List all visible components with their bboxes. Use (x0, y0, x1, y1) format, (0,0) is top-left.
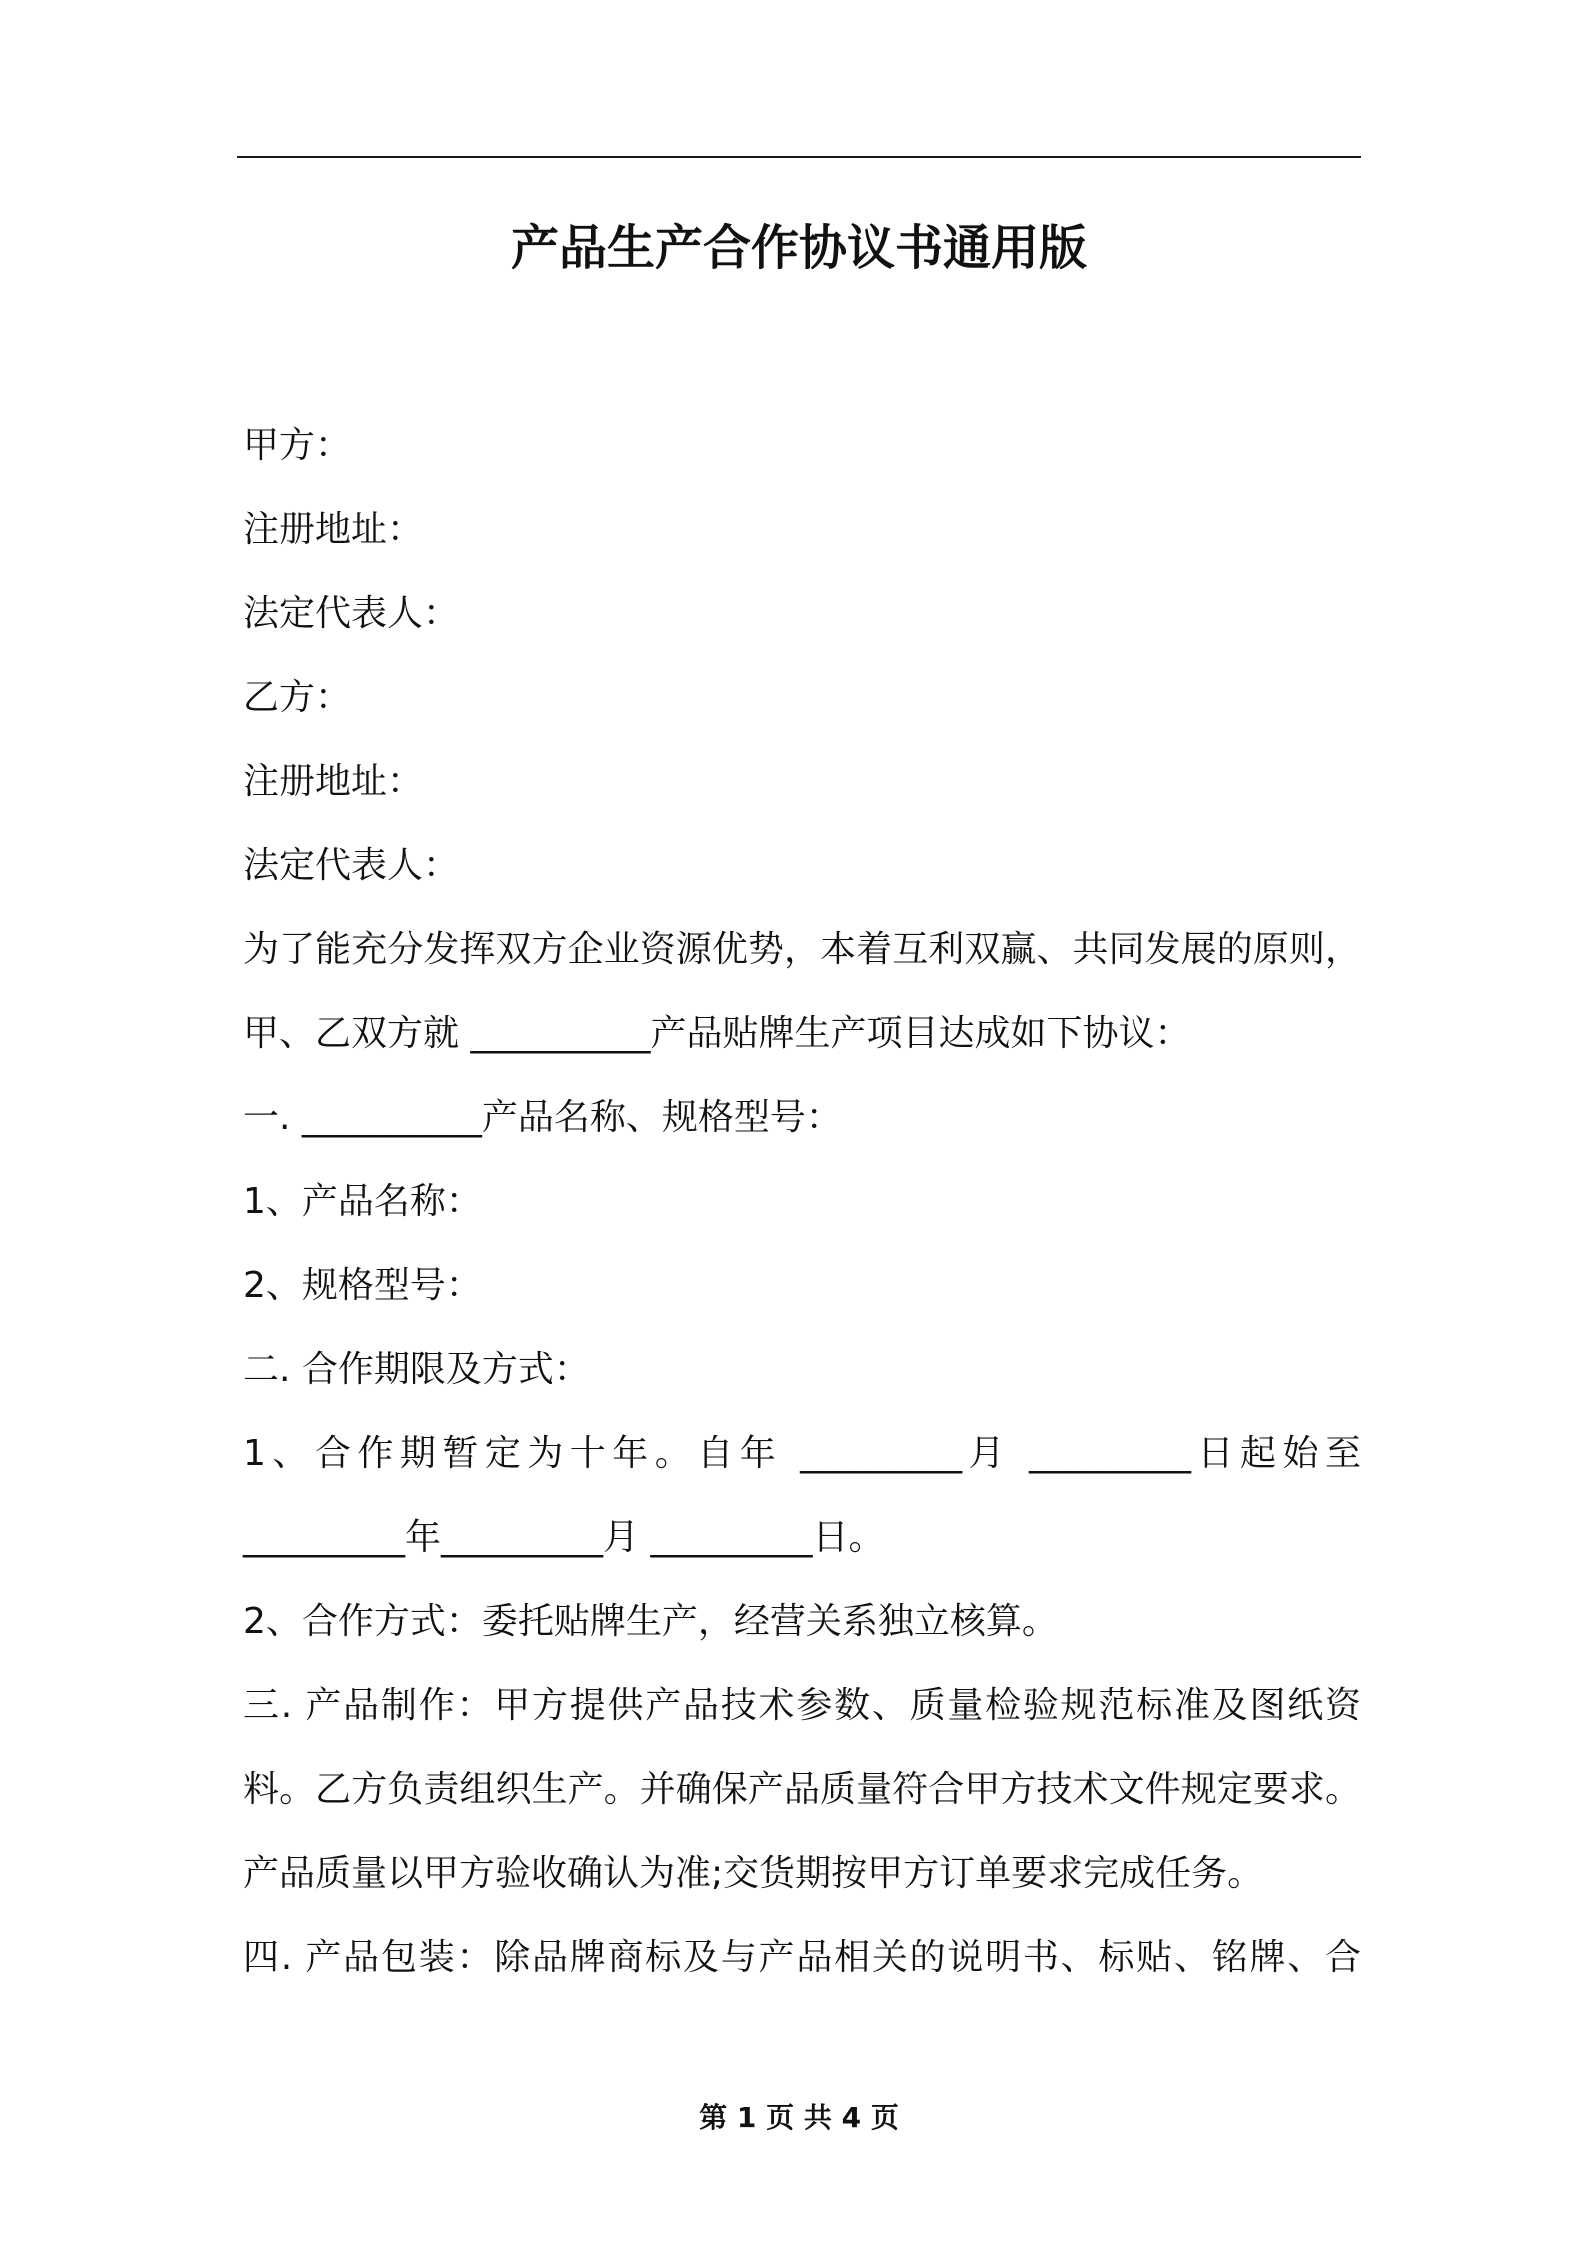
section-3-line-1: 三. 产品制作：甲方提供产品技术参数、质量检验规范标准及图纸资 (243, 1685, 1361, 1726)
spec-model-item: 2、规格型号： (243, 1265, 482, 1306)
document-body (243, 404, 1361, 2000)
section-2-heading: 二. 合作期限及方式： (243, 1349, 590, 1390)
party-b-address: 注册地址： (243, 761, 424, 802)
party-b-representative: 法定代表人： (243, 845, 460, 886)
party-b-label: 乙方： (243, 677, 352, 718)
section-3-line-2: 料。乙方负责组织生产。并确保产品质量符合甲方技术文件规定要求。 (243, 1769, 1361, 1810)
section-4-line-1: 四. 产品包装：除品牌商标及与产品相关的说明书、标贴、铭牌、合 (243, 1937, 1361, 1978)
preamble-line-2: 甲、乙双方就 __________产品贴牌生产项目达成如下协议： (243, 1013, 1191, 1054)
party-a-label: 甲方： (243, 425, 352, 466)
party-a-address: 注册地址： (243, 509, 424, 550)
term-line-2: _________年_________月 _________日。 (243, 1517, 885, 1558)
party-a-representative: 法定代表人： (243, 593, 460, 634)
document-title: 产品生产合作协议书通用版 (510, 220, 1087, 276)
cooperation-mode-item: 2、合作方式：委托贴牌生产，经营关系独立核算。 (243, 1601, 1058, 1642)
preamble-line-1: 为了能充分发挥双方企业资源优势，本着互利双赢、共同发展的原则， (243, 929, 1361, 970)
product-name-item: 1、产品名称： (243, 1181, 482, 1222)
section-1-heading: 一. __________产品名称、规格型号： (243, 1097, 842, 1138)
section-3-line-3: 产品质量以甲方验收确认为准;交货期按甲方订单要求完成任务。 (243, 1853, 1264, 1894)
term-line-1: 1、合作期暂定为十年。自年 _________月 _________日起始至 (243, 1433, 1361, 1474)
header-rule (237, 156, 1361, 158)
page-footer: 第 1 页 共 4 页 (699, 2101, 899, 2134)
